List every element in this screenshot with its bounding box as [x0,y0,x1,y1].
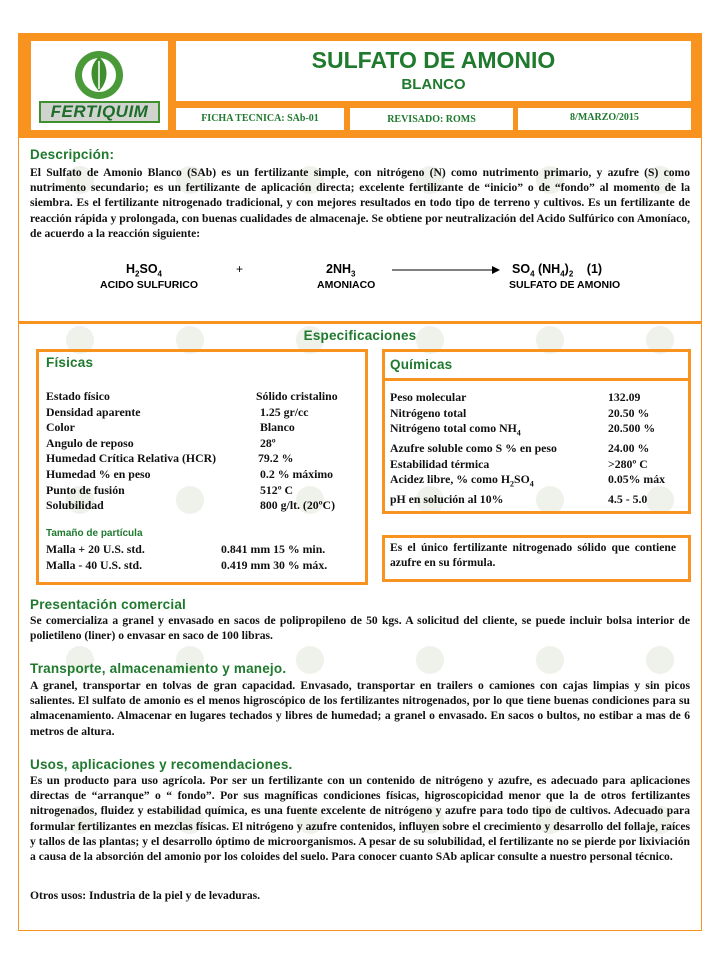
fisicas-row: Color Blanco [46,420,295,435]
label-amoniaco: AMONIACO [317,279,376,291]
quimicas-row: pH en solución al 10% 4.5 - 5.0 [390,492,648,507]
quimicas-row: Estabilidad térmica >280º C [390,456,648,471]
plus-sign: + [236,262,244,276]
fisicas-title: Físicas [46,355,94,370]
logo [31,41,168,130]
fecha-box [518,108,691,130]
transporte-text: A granel, transportar en tolvas de gran capacidad. Envasado, transportar en trailers o camiones con cajas limpias y sin picos salientes. El sulfato de amonio es el menos higroscópico de los fertilizantes nitrogenados, por lo que tiene buenas condiciones para su almacenamiento. Almacenar en lugares techados y libres de humedad; a granel o envasado. En sacos o bultos, no estibar a mas de 6 metros de altura. [30,679,690,738]
presentacion-text: Se comercializa a granel y envasado en sacos de polipropileno de 50 kgs. A solicitud del cliente, se puede incluir bolsa interior de polietileno (liner) o envasar en saco de 100 libras. [30,614,690,643]
nota-text: Es el único fertilizante nitrogenado sólido que contiene azufre en su fórmula. [390,541,676,570]
descripcion-title: Descripción: [30,147,115,162]
usos-otros: Otros usos: Industria de la piel y de levaduras. [30,889,261,902]
fisicas-row: Humedad Crítica Relativa (HCR) 79.2 % [46,451,294,466]
quimicas-row: Nitrógeno total como $NH_4$ 20.500 % [390,421,656,438]
product-ammonium-sulfate: $SO_4$ $(NH_4)_2$ (1) [512,262,603,279]
quimicas-row: Azufre soluble como S % en peso 24.00 % [390,441,650,456]
tamano-title: Tamaño de partícula [46,528,143,539]
page-title: SULFATO DE AMONIO [311,47,556,73]
title-box [176,41,691,101]
reactant-sulfuric: $H_2SO_4$ [126,262,162,279]
revisado-label: REVISADO: ROMS [387,114,476,125]
ficha-label: FICHA TECNICA: SAb-01 [201,113,319,124]
descripcion-text: El Sulfato de Amonio Blanco (SAb) es un fertilizante simple, con nitrógeno (N) como nutrimento primario, y azufre (S) como nutrimento secundario; es un fertilizante de aplicación directa; excelente fertilizante de “inicio” o de “fondo” al momento de la siembra. Es el fertilizante nitrogenado tradicional, y con mejores resultados en todo tipo de terreno y cultivos. Es un fertilizante de reacción rápida y prolongada, con buenas cualidades de almacenaje. Se obtiene por neutralización del Acido Sulfúrico con Amoníaco, de acuerdo a la reacción siguiente: [30,166,690,240]
usos-text: Es un producto para uso agrícola. Por ser un fertilizante con un contenido de nitrógeno y azufre, es adecuado para aplicaciones directas de “arranque” o “ fondo”. Por sus magníficas condiciones físicas, higroscopicidad menor que la de otros fertilizantes nitrogenados, fluidez y estabilidad química, es una fuente excelente de nitrógeno y azufre para todo tipo de cultivos. Adecuado para formular fertilizantes en mezclas físicas. El nitrógeno y azufre contenidos, influyen sobre el crecimiento y desarrollo del follaje, raíces y tallos de las plantas; y el desarrollo óptimo de microorganismos. A pesar de su solubilidad, el fertilizante no se pierde por lixiviación a causa de la absorción del amonio por los coloides del suelo. Para conocer cuanto SAb aplicar consulte a nuestro personal técnico. [30,774,690,864]
tamano-row: Malla + 20 U.S. std. 0.841 mm 15 % min. [46,542,326,556]
ficha-box [176,108,344,130]
quimicas-title: Químicas [390,357,453,372]
tamano-row: Malla - 40 U.S. std. 0.419 mm 30 % máx. [46,557,328,572]
logo-text: FERTIQUIM [50,102,149,121]
fisicas-row: Angulo de reposo 28º [46,435,276,450]
presentacion-title: Presentación comercial [30,597,186,612]
revisado-box [350,108,513,130]
usos-title: Usos, aplicaciones y recomendaciones. [30,757,293,772]
fisicas-row: Solubilidad 800 g/lt. (20ºC) [46,498,335,513]
fecha-label: 8/MARZO/2015 [570,112,639,123]
fisicas-row: Estado físico Sólido cristalino [46,389,338,403]
label-acido-sulfurico: ACIDO SULFURICO [100,279,198,291]
fisicas-row: Densidad aparente 1.25 gr/cc [46,404,309,419]
transporte-title: Transporte, almacenamiento y manejo. [30,661,287,676]
label-sulfato-amonio: SULFATO DE AMONIO [509,279,621,291]
page-subtitle: BLANCO [401,76,466,93]
quimicas-row: Peso molecular 132.09 [390,390,641,404]
especificaciones-title: Especificaciones [303,328,417,343]
reaction-arrow-icon [392,264,500,276]
fisicas-list [46,389,356,514]
quimicas-row: Acidez libre, % como $H_2SO_4$ 0.05% máx [390,472,666,489]
tamano-list [46,542,356,573]
fisicas-row: Humedad % en peso 0.2 % máximo [46,466,334,481]
quimicas-list [390,390,685,508]
reactant-ammonia: $2NH_3$ [326,262,356,279]
fisicas-row: Punto de fusión 512º C [46,482,294,497]
quimicas-row: Nitrógeno total 20.50 % [390,405,650,420]
